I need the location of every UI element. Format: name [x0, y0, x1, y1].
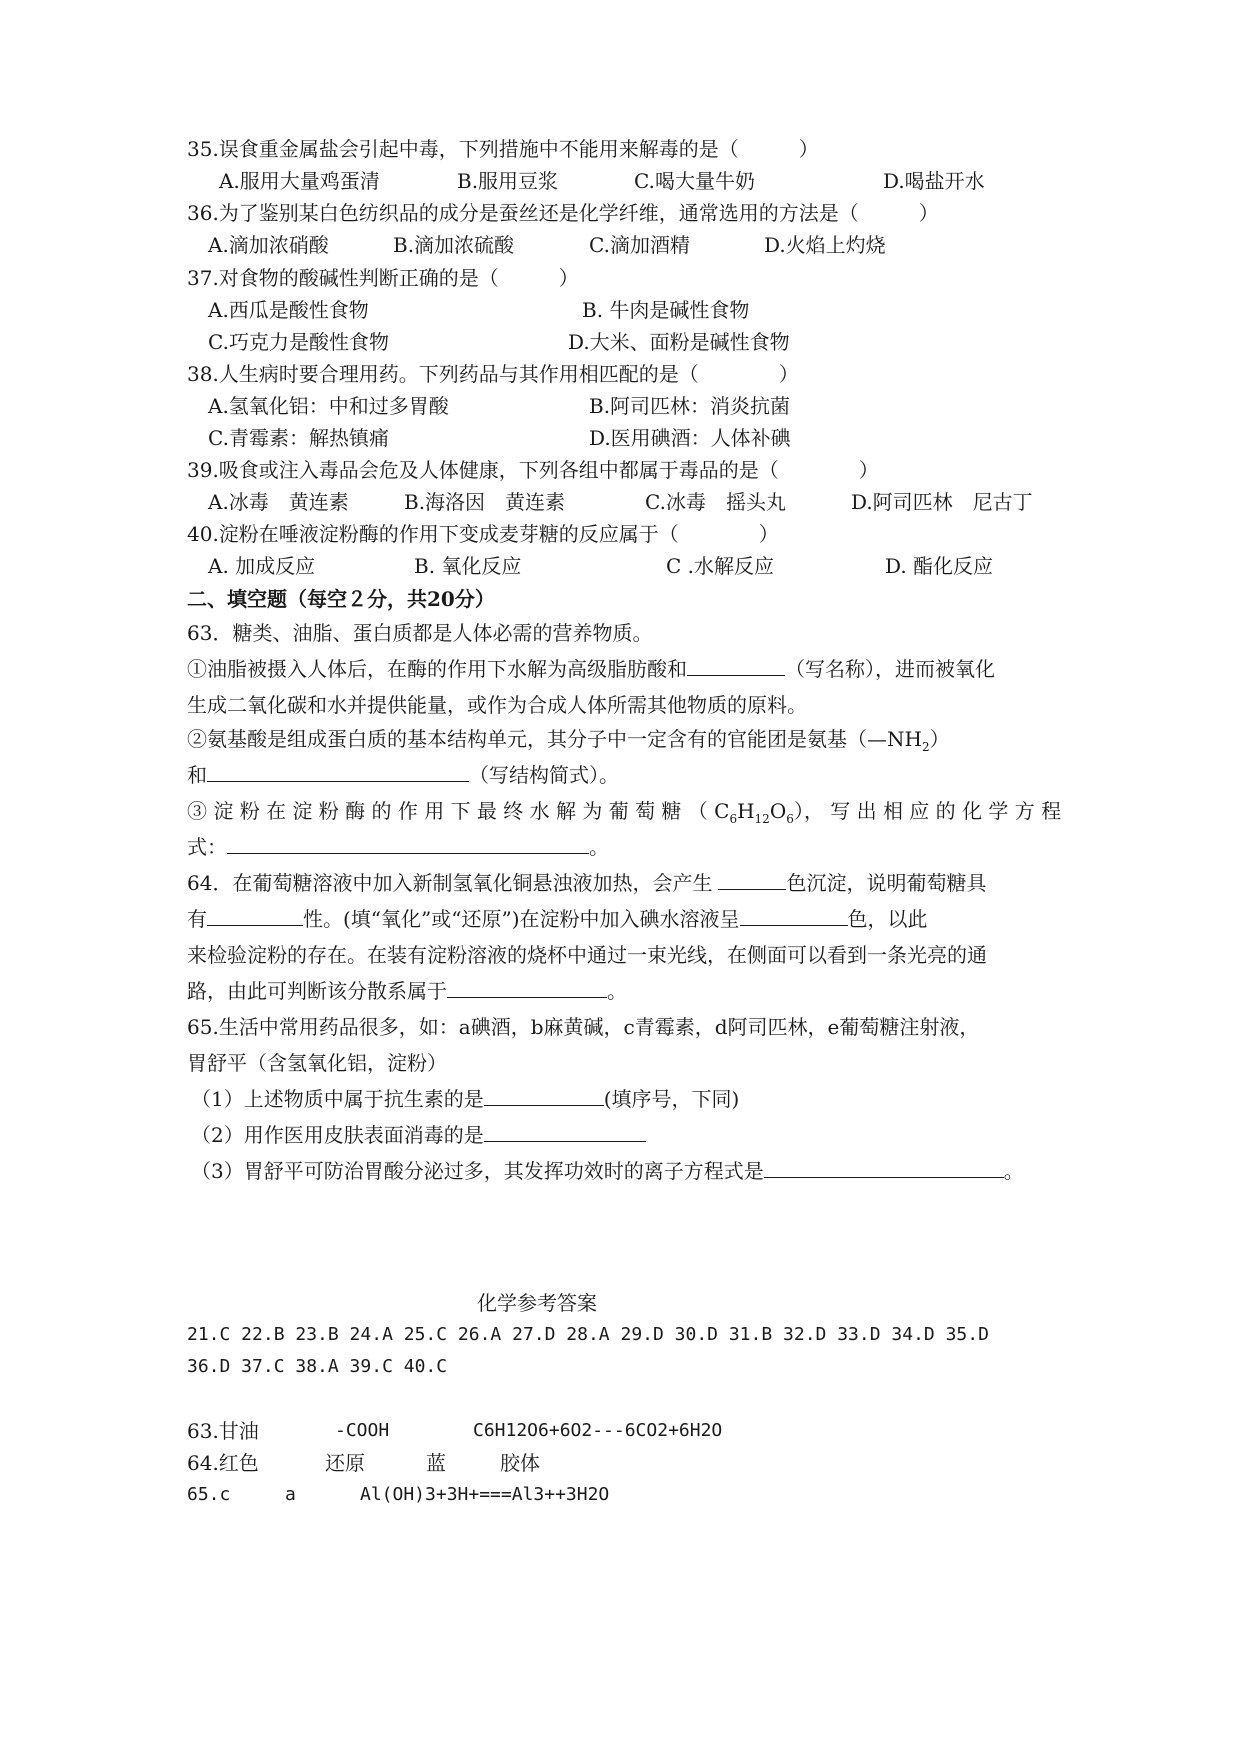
q37-option-c: C.巧克力是酸性食物 — [208, 330, 389, 354]
q64-line1: 64．在葡萄糖溶液中加入新制氢氧化铜悬浊液加热，会产生 色沉淀，说明葡萄糖具 — [187, 871, 987, 895]
q36-stem: 36.为了鉴别某白色纺织品的成分是蚕丝还是化学纤维，通常选用的方法是（ ） — [187, 201, 939, 225]
q65-sub1: （1）上述物质中属于抗生素的是 (填序号，下同) — [191, 1087, 740, 1111]
q37-stem: 37.对食物的酸碱性判断正确的是（ ） — [187, 266, 579, 290]
q38-option-a: A.氢氧化铝：中和过多胃酸 — [208, 394, 449, 418]
answer-65-3: Al(OH)3+3H+===Al3++3H2O — [360, 1484, 610, 1505]
q40-option-d: D. 酯化反应 — [885, 554, 994, 578]
q39-option-a: A.冰毒 黄连素 — [208, 490, 349, 514]
q40-option-c: C .水解反应 — [666, 554, 775, 578]
q36-option-a: A.滴加浓硝酸 — [208, 233, 329, 257]
q37-option-d: D.大米、面粉是碱性食物 — [568, 330, 790, 354]
answers-title: 化学参考答案 — [477, 1291, 597, 1315]
section-heading: 二、填空题（每空２分，共20分） — [187, 587, 495, 611]
q65-sub2: （2）用作医用皮肤表面消毒的是 — [191, 1122, 646, 1148]
q65-sub3: （3）胃舒平可防治胃酸分泌过多，其发挥功效时的离子方程式是 。 — [191, 1159, 1024, 1183]
q63-part1-line2: 生成二氧化碳和水并提供能量，或作为合成人体所需其他物质的原料。 — [187, 693, 807, 717]
q35-option-c: C.喝大量牛奶 — [634, 169, 755, 193]
q35-option-d: D.喝盐开水 — [883, 169, 985, 193]
q64-blank-3[interactable] — [740, 907, 848, 926]
q63-part3-line1: ③ 淀 粉 在 淀 粉 酶 的 作 用 下 最 终 水 解 为 葡 萄 糖 （ $C_6H_{12}O_6$）， 写 出 相 应 的 化 学 方 程 — [187, 799, 1062, 826]
q39-option-c: C.冰毒 摇头丸 — [645, 490, 786, 514]
q64-line2: 有 性。(填“氧化”或“还原”)在淀粉中加入碘水溶液呈 色，以此 — [187, 907, 928, 931]
q63-part3-line2: 式： 。 — [187, 835, 609, 859]
q38-option-c: C.青霉素：解热镇痛 — [208, 426, 389, 450]
q35-stem: 35.误食重金属盐会引起中毒，下列措施中不能用来解毒的是（ ） — [187, 137, 819, 161]
answers-row-1: 21.C 22.B 23.B 24.A 25.C 26.A 27.D 28.A 29.D 30.D 31.B 32.D 33.D 34.D 35.D — [187, 1324, 989, 1345]
answer-63-1: 63.甘油 — [187, 1419, 259, 1443]
q40-stem: 40.淀粉在唾液淀粉酶的作用下变成麦芽糖的反应属于（ ） — [187, 522, 779, 546]
q40-option-b: B. 氧化反应 — [414, 554, 522, 578]
q63-blank-3[interactable] — [227, 835, 589, 854]
q36-option-b: B.滴加浓硫酸 — [393, 233, 515, 257]
answer-63-2: -COOH — [335, 1420, 390, 1441]
q64-line3: 来检验淀粉的存在。在装有淀粉溶液的烧杯中通过一束光线，在侧面可以看到一条光亮的通 — [187, 943, 987, 967]
answer-65-2: a — [285, 1484, 296, 1505]
q63-part1-line1: ①油脂被摄入人体后，在酶的作用下水解为高级脂肪酸和 （写名称），进而被氧化 — [187, 657, 995, 681]
answer-65-1: 65.c — [187, 1484, 231, 1505]
answer-64-4: 胶体 — [500, 1451, 540, 1475]
answers-row-2: 36.D 37.C 38.A 39.C 40.C — [187, 1356, 448, 1377]
q64-blank-4[interactable] — [447, 979, 607, 998]
q37-option-a: A.西瓜是酸性食物 — [208, 298, 369, 322]
q63-stem: 63．糖类、油脂、蛋白质都是人体必需的营养物质。 — [187, 621, 653, 645]
answer-64-1: 64.红色 — [187, 1451, 259, 1475]
q64-blank-1[interactable] — [718, 871, 786, 890]
q35-option-a: A.服用大量鸡蛋清 — [219, 169, 380, 193]
q63-part2-line1: ②氨基酸是组成蛋白质的基本结构单元，其分子中一定含有的官能团是氨基$(—NH_2)$ — [187, 727, 950, 754]
q39-option-d: D.阿司匹林 尼古丁 — [851, 490, 1033, 514]
q40-option-a: A. 加成反应 — [208, 554, 316, 578]
q35-option-b: B.服用豆浆 — [457, 169, 559, 193]
q39-stem: 39.吸食或注入毒品会危及人体健康，下列各组中都属于毒品的是（ ） — [187, 458, 879, 482]
q65-line1: 65.生活中常用药品很多，如：a碘酒，b麻黄碱，c青霉素，d阿司匹林，e葡萄糖注射液， — [187, 1015, 980, 1039]
q38-option-d: D.医用碘酒：人体补碘 — [589, 426, 791, 450]
q39-option-b: B.海洛因 黄连素 — [404, 490, 566, 514]
q65-blank-3[interactable] — [764, 1159, 1004, 1178]
q64-line4: 路，由此可判断该分散系属于 。 — [187, 979, 627, 1003]
q65-blank-2[interactable] — [484, 1123, 646, 1142]
q37-option-b: B. 牛肉是碱性食物 — [582, 298, 750, 322]
answer-63-3: C6H12O6+6O2---6CO2+6H2O — [473, 1420, 723, 1441]
q38-option-b: B.阿司匹林：消炎抗菌 — [589, 394, 791, 418]
q65-blank-1[interactable] — [484, 1087, 604, 1106]
q63-blank-2[interactable] — [207, 763, 469, 782]
answer-64-3: 蓝 — [426, 1451, 446, 1475]
q64-blank-2[interactable] — [207, 907, 303, 926]
q65-line2: 胃舒平（含氢氧化铝，淀粉） — [187, 1051, 447, 1075]
q36-option-d: D.火焰上灼烧 — [764, 233, 886, 257]
q63-blank-1[interactable] — [687, 657, 785, 676]
q38-stem: 38.人生病时要合理用药。下列药品与其作用相匹配的是（ ） — [187, 362, 799, 386]
q36-option-c: C.滴加酒精 — [589, 233, 690, 257]
q63-part2-line2: 和 （写结构简式）。 — [187, 763, 619, 787]
answer-64-2: 还原 — [325, 1451, 365, 1475]
